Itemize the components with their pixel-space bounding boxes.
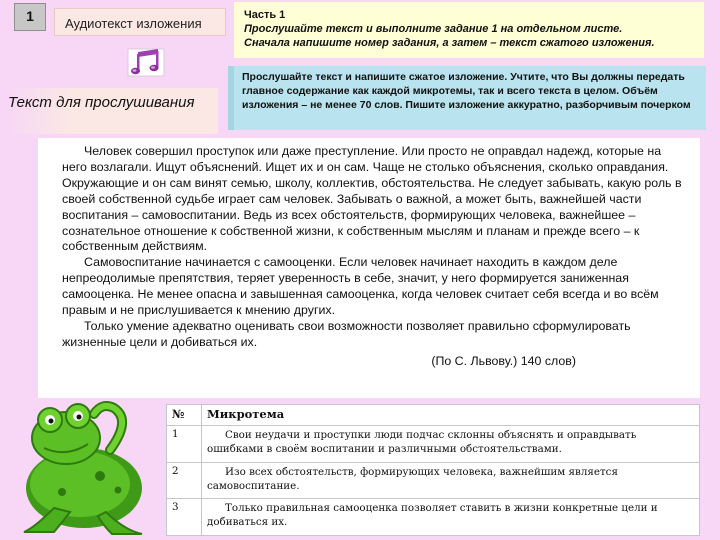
- part-header: [234, 2, 704, 58]
- slide-number: 1: [14, 3, 46, 31]
- text-paragraph-1: Человек совершил проступок или даже преступление. Или просто не оправдал надежд, которые на него возлагали. Ищут объяснений. Ищет их и он сам. Чаще не столько объяснения, сколько оправдания. Окружающие и он сам винят семью, школу, коллектив, обстоятельства. Не следует забывать, какую роль в своей собственной судьбе играет сам человек. Забывать о важной, а может быть, важнейшей части воспитания – самовоспитании. Ведь из всех обстоятельств, формирующих человека, важнейшее – сознательное отношение к собственной жизни, к собственным мыслям и планам и прежде всего – к собственным действиям.: [62, 144, 682, 254]
- row-topic: Свои неудачи и проступки люди подчас склонны объяснять и оправдывать ошибками в своём воспитании и различными обстоятельствами.: [202, 426, 700, 463]
- thinking-frog-illustration: [14, 380, 174, 540]
- text-paragraph-2: Самовоспитание начинается с самооценки. Если человек начинает находить в каждом деле непреодолимые препятствия, теряет уверенность в себе, значит, у него формируется заниженная самооценка. Не менее опасна и завышенная самооценка, когда человек считает себя всегда и во всём правым и не прислушивается к мнению других.: [62, 255, 659, 318]
- listening-text: [38, 138, 700, 398]
- table-row: [167, 499, 700, 536]
- text-paragraph-3: Только умение адекватно оценивать свои возможности позволяет правильно сформулировать жизненные цели и добиваться их.: [62, 318, 631, 349]
- table-row: [167, 426, 700, 463]
- part-instruction-line2: Сначала напишите номер задания, а затем – текст сжатого изложения.: [244, 37, 655, 49]
- row-topic: Только правильная самооценка позволяет ставить в жизни конкретные цели и добиваться их.: [202, 499, 700, 536]
- row-number: 2: [167, 462, 202, 499]
- part-instruction-line1: Прослушайте текст и выполните задание 1 на отдельном листе.: [244, 23, 623, 35]
- text-source: (По С. Львову.) 140 слов): [431, 353, 576, 368]
- table-header-number: №: [167, 405, 202, 426]
- microtopics-table: [166, 404, 700, 536]
- row-number: 1: [167, 426, 202, 463]
- row-topic: Изо всех обстоятельств, формирующих человека, важнейшим является самовоспитание.: [202, 462, 700, 499]
- listening-text-label: Текст для прослушивания: [8, 88, 218, 134]
- task-instruction: Прослушайте текст и напишите сжатое изложение. Учтите, что Вы должны передать главное содержание как каждой микротемы, так и всего текста в целом. Объём изложения – не менее 70 слов. Пишите изложение аккуратно, разборчивым почерком: [228, 66, 706, 130]
- table-header-row: [167, 405, 700, 426]
- music-notes-icon[interactable]: [126, 48, 166, 78]
- row-number: 3: [167, 499, 202, 536]
- table-row: [167, 462, 700, 499]
- audio-text-label[interactable]: Аудиотекст изложения: [54, 8, 226, 36]
- part-title: Часть 1: [244, 9, 286, 21]
- table-header-topic: Микротема: [202, 405, 700, 426]
